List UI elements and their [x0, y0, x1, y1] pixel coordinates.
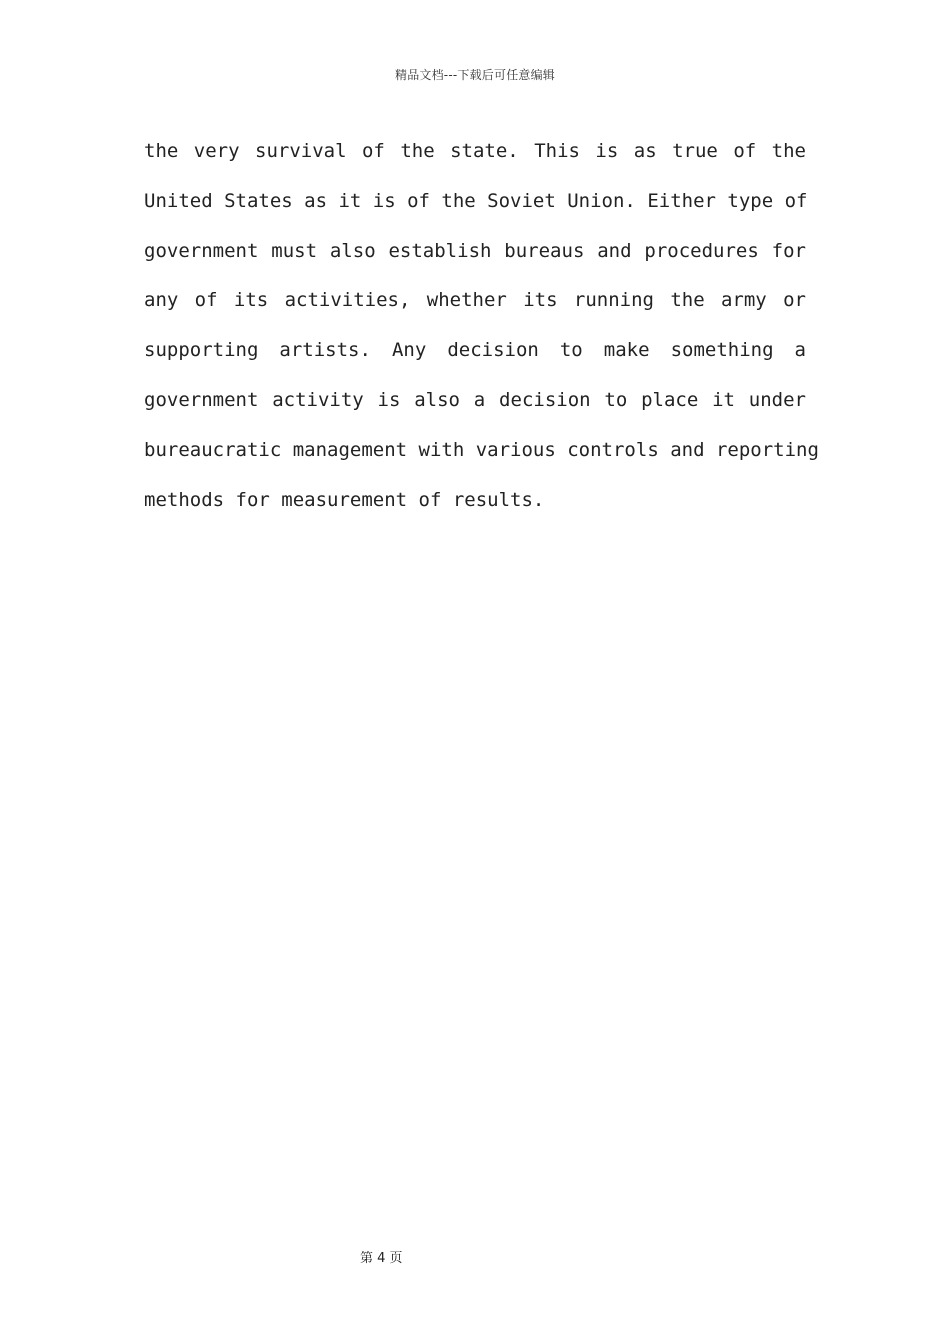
paragraph-line: any of its activities, whether its running the army or	[144, 289, 806, 312]
page-header: 精品文档---下载后可任意编辑	[395, 68, 555, 82]
paragraph-line: bureaucratic management with various controls and reporting	[144, 438, 819, 461]
paragraph-line: the very survival of the state. This is as true of the	[144, 140, 806, 162]
paragraph-line: government must also establish bureaus and procedures for	[144, 239, 806, 262]
paragraph-line: government activity is also a decision to place it under	[144, 388, 806, 411]
body-paragraph	[144, 127, 819, 525]
page-number: 第 4 页	[360, 1251, 403, 1266]
paragraph-line: methods for measurement of results.	[144, 488, 545, 511]
paragraph-line: supporting artists. Any decision to make something a	[144, 339, 806, 362]
paragraph-line: United States as it is of the Soviet Union. Either type of	[144, 189, 808, 212]
